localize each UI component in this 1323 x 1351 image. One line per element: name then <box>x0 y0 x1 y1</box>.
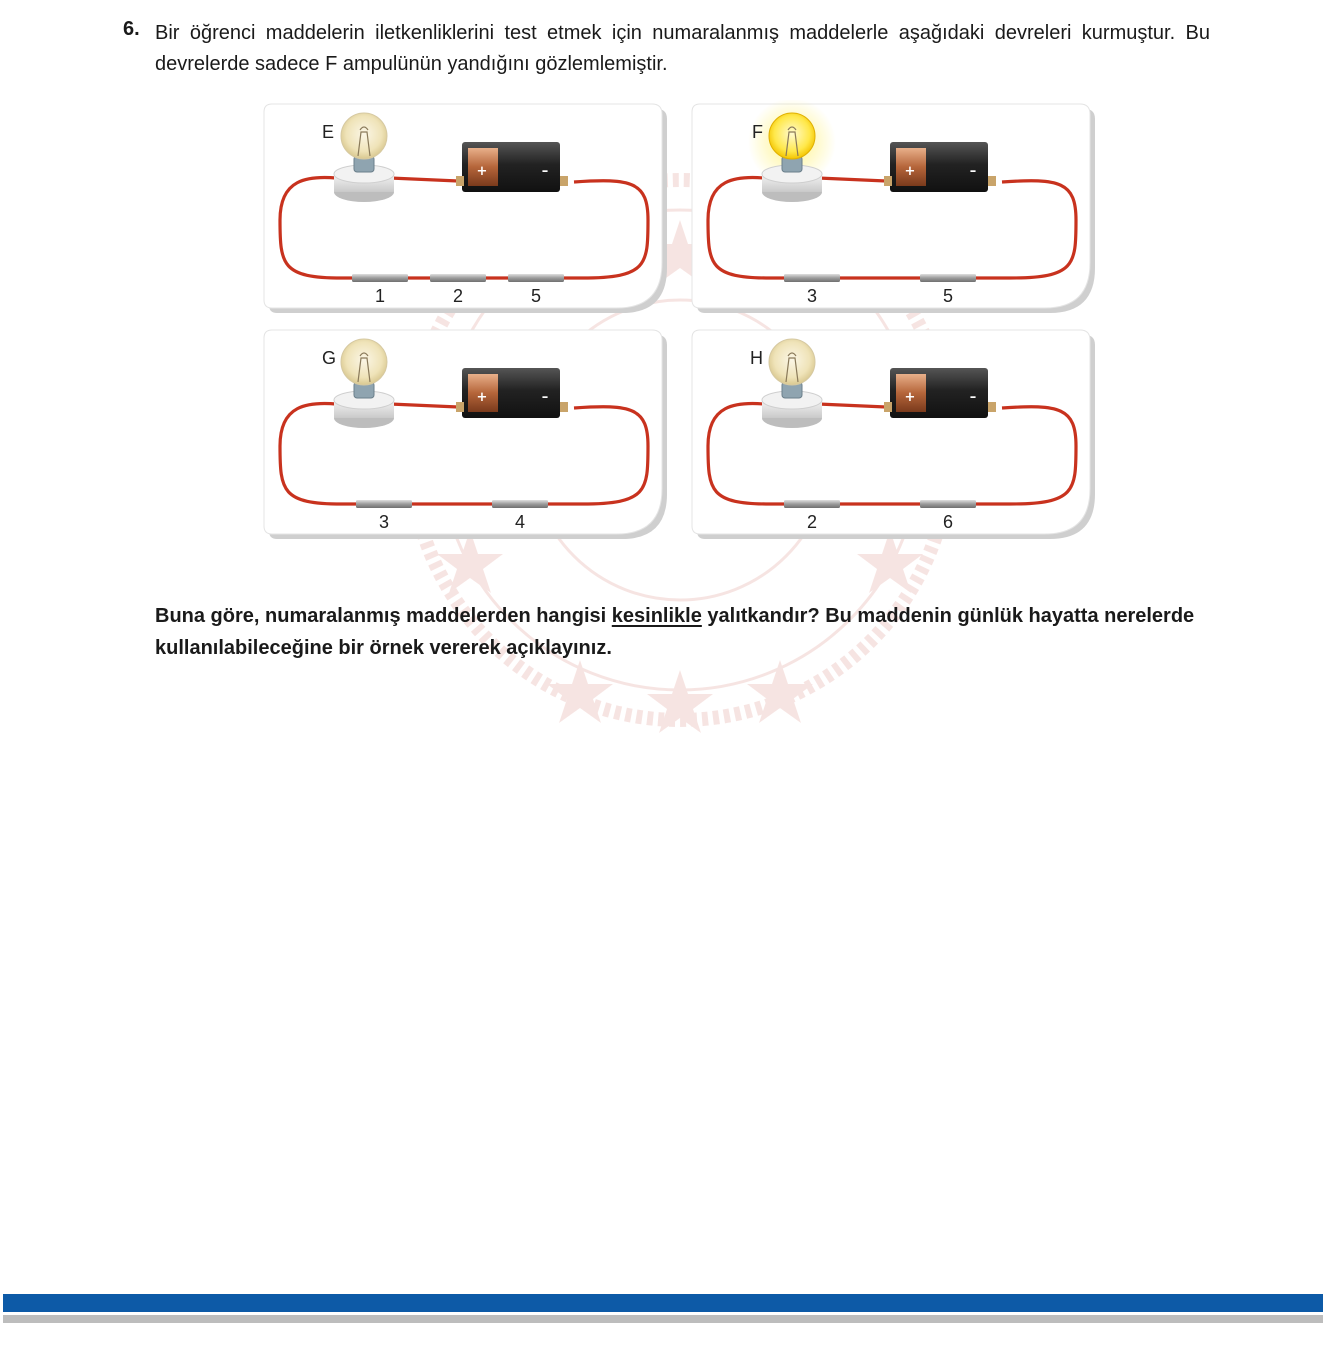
circuit-shape <box>341 113 387 159</box>
battery-minus-label: – <box>541 390 549 405</box>
sample-rod <box>352 274 408 282</box>
circuit-shape <box>988 176 996 186</box>
circuits-figure <box>262 100 1102 545</box>
circuit-shape <box>560 176 568 186</box>
sample-label: 3 <box>806 286 817 306</box>
sample-rod <box>784 274 840 282</box>
circuit-panel-f <box>690 100 1095 315</box>
prompt-after: yalıtkandır? Bu maddenin günlük hayatta nerelerde kullanılabileceğine bir örnek vererek açıklayınız. <box>155 605 1195 659</box>
circuit-shape <box>456 402 464 412</box>
circuit-panel-e <box>262 100 667 315</box>
battery-minus-label: – <box>969 164 977 179</box>
sample-label: 2 <box>452 286 463 306</box>
circuit-shape <box>560 402 568 412</box>
circuit-shape <box>456 176 464 186</box>
sample-rod <box>492 500 548 508</box>
sample-label: 3 <box>378 512 389 532</box>
footer-blue-bar <box>3 1294 1323 1312</box>
sample-rod <box>430 274 486 282</box>
sample-rod <box>920 500 976 508</box>
circuit-shape <box>884 402 892 412</box>
circuit-shape <box>884 176 892 186</box>
circuit-panel-h <box>690 326 1095 541</box>
circuit-panel-g <box>262 326 667 541</box>
circuit-shape <box>769 113 815 159</box>
circuit-shape <box>769 339 815 385</box>
question-prompt <box>155 600 1215 664</box>
lamp-label-h: H <box>750 348 763 368</box>
battery-minus-label: – <box>541 164 549 179</box>
prompt-underlined: kesinlikle <box>611 605 702 627</box>
circuit-shape <box>341 339 387 385</box>
question-number: 6. <box>123 18 140 40</box>
question-text: Bir öğrenci maddelerin iletkenliklerini test etmek için numaralanmış maddelerle aşağıdaki devreleri kurmuştur. Bu devrelerde sadece F ampulünün yandığını gözlemlemiştir. <box>155 22 1210 75</box>
battery-plus-label: + <box>904 164 916 179</box>
sample-label: 6 <box>942 512 953 532</box>
battery-plus-label: + <box>904 390 916 405</box>
lamp-label-e: E <box>322 122 335 142</box>
sample-rod <box>356 500 412 508</box>
sample-label: 2 <box>806 512 817 532</box>
circuit-shape <box>988 402 996 412</box>
sample-label: 5 <box>530 286 541 306</box>
battery-minus-label: – <box>969 390 977 405</box>
sample-rod <box>784 500 840 508</box>
circuit-drawing <box>690 100 1095 315</box>
prompt-before: Buna göre, numaralanmış maddelerden hangisi <box>155 605 612 627</box>
sample-label: 1 <box>374 286 385 306</box>
sample-label: 4 <box>514 512 525 532</box>
footer-gray-bar <box>3 1315 1323 1323</box>
sample-rod <box>920 274 976 282</box>
sample-label: 5 <box>942 286 953 306</box>
sample-rod <box>508 274 564 282</box>
lamp-label-g: G <box>322 348 337 368</box>
battery-plus-label: + <box>476 390 488 405</box>
battery-plus-label: + <box>476 164 488 179</box>
lamp-label-f: F <box>752 122 763 142</box>
